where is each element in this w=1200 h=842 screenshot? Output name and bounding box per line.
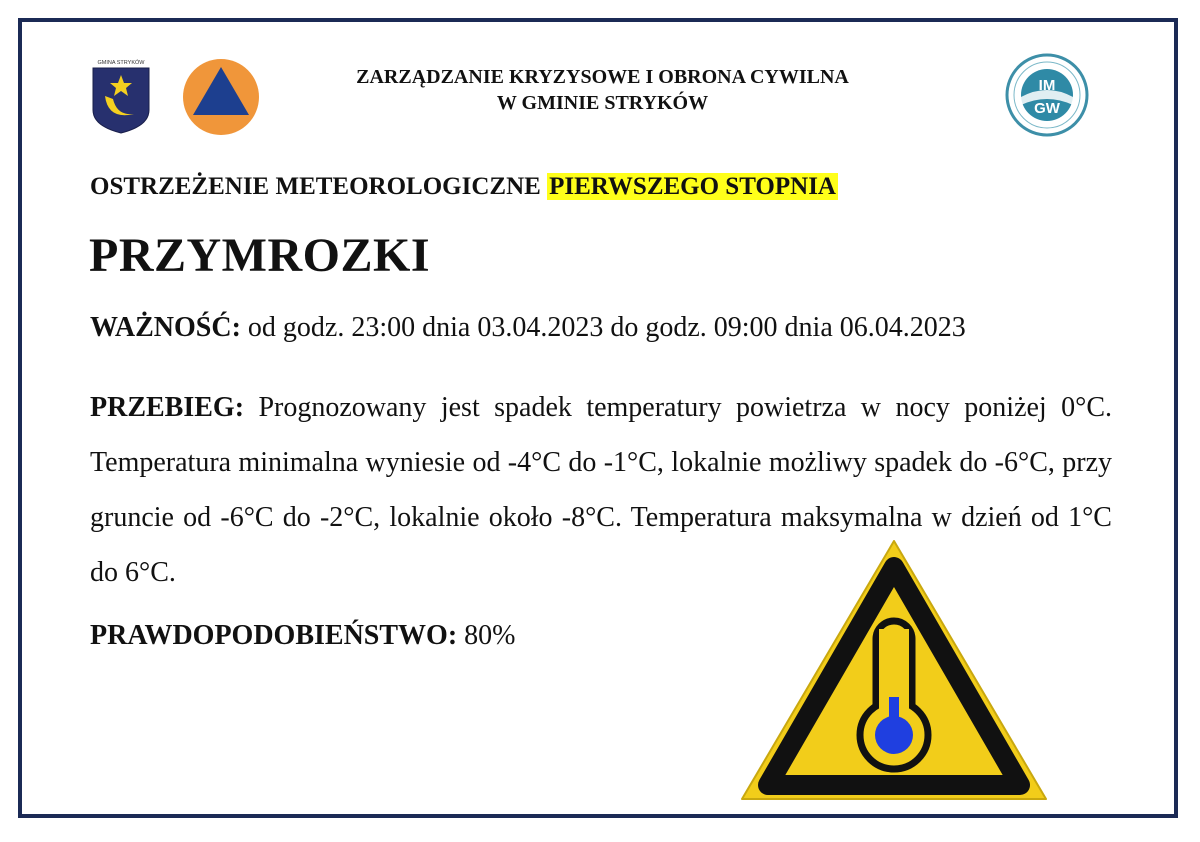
header-line-1: ZARZĄDZANIE KRYZYSOWE I OBRONA CYWILNA — [356, 66, 849, 88]
validity-label: WAŻNOŚĆ: — [90, 312, 241, 343]
validity-line — [90, 312, 966, 344]
course-label: PRZEBIEG: — [90, 392, 245, 423]
imgw-logo-top: IM — [1038, 77, 1056, 94]
probability-label: PRAWDOPODOBIEŃSTWO: — [90, 620, 458, 651]
imgw-logo-bottom: GW — [1034, 100, 1060, 117]
crest-label: GMINA STRYKÓW — [97, 60, 145, 66]
coat-of-arms-icon — [90, 58, 152, 134]
warning-title: PRZYMROZKI — [89, 229, 430, 282]
warning-level-highlight: PIERWSZEGO STOPNIA — [549, 173, 836, 200]
probability-value: 80% — [464, 620, 516, 651]
thermometer-warning-icon — [738, 537, 1050, 803]
organisation-header — [270, 64, 935, 116]
civil-defence-icon — [181, 57, 261, 137]
warning-prefix: OSTRZEŻENIE METEOROLOGICZNE — [90, 173, 541, 200]
validity-text: od godz. 23:00 dnia 03.04.2023 do godz. 09:00 dnia 06.04.2023 — [247, 312, 966, 343]
course-text: Prognozowany jest spadek temperatury powietrza w nocy poniżej 0°C. Temperatura minimalna wyniesie od -4°C do -1°C, lokalnie możliwy spadek do -6°C, przy gruncie od -6°C do -2°C, lokalnie około -8°C. Temperatura maksymalna w dzień od 1°C do 6°C. — [90, 392, 1112, 588]
probability-line — [90, 620, 515, 652]
warning-heading — [90, 173, 838, 201]
imgw-logo-icon — [1005, 53, 1089, 137]
header-line-2: W GMINIE STRYKÓW — [496, 92, 709, 114]
